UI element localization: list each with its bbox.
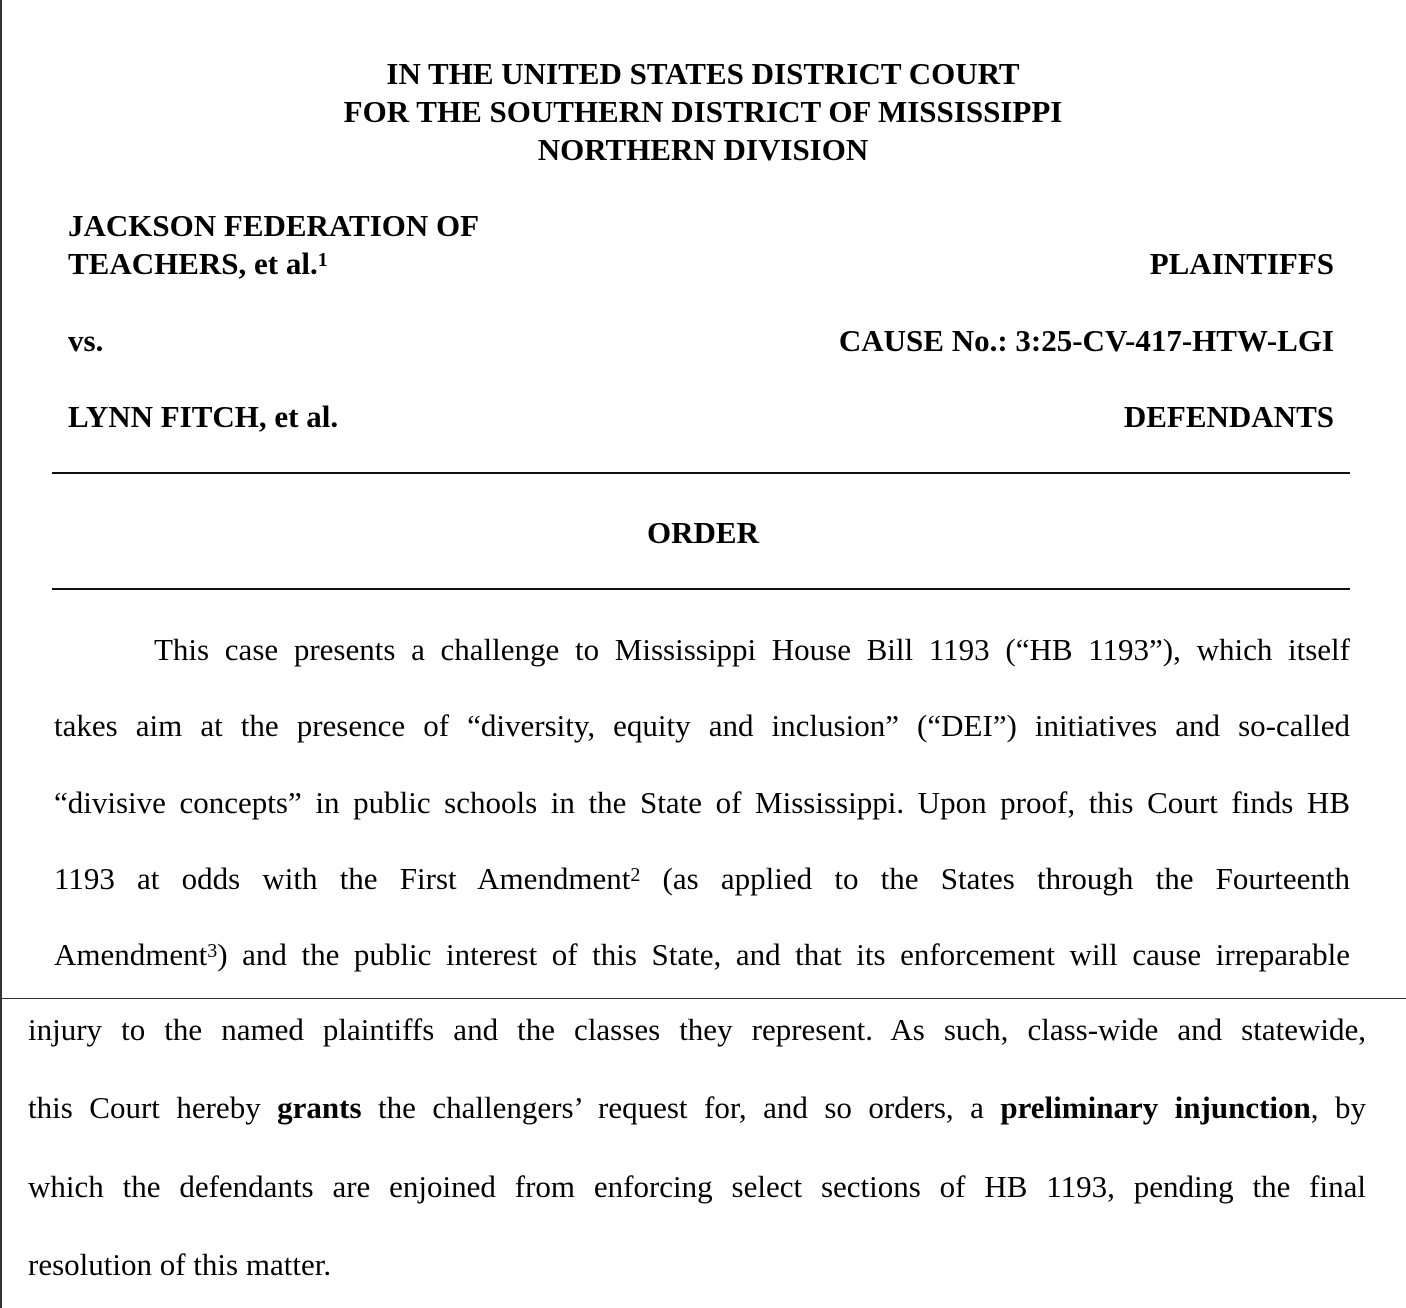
body-line: “divisive concepts” in public schools in the State of Mississippi. Upon proof, this Court finds HB bbox=[54, 785, 1350, 820]
versus: vs. bbox=[68, 323, 104, 358]
body-line: injury to the named plaintiffs and the classes they represent. As such, class-wide and statewide, bbox=[28, 1012, 1366, 1047]
emphasis-grants: grants bbox=[277, 1090, 362, 1125]
footnote-ref[interactable]: 3 bbox=[207, 940, 218, 962]
footnote-ref[interactable]: 1 bbox=[317, 249, 328, 271]
body-line: which the defendants are enjoined from enforcing select sections of HB 1193, pending the final bbox=[28, 1169, 1366, 1204]
defendant-role: DEFENDANTS bbox=[1123, 399, 1334, 434]
plaintiff-name bbox=[68, 207, 479, 283]
order-title: ORDER bbox=[647, 515, 759, 550]
plaintiff-role: PLAINTIFFS bbox=[1149, 246, 1334, 281]
body-line: 1193 at odds with the First Amendment$^2$ (as applied to the States through the Fourteenth bbox=[54, 861, 1350, 896]
court-line: IN THE UNITED STATES DISTRICT COURT bbox=[386, 56, 1020, 91]
body-line: takes aim at the presence of “diversity, equity and inclusion” (“DEI”) initiatives and so-called bbox=[54, 708, 1350, 743]
footnote-ref[interactable]: 2 bbox=[630, 864, 641, 886]
body-line: resolution of this matter. bbox=[28, 1247, 332, 1282]
divider-top bbox=[52, 472, 1350, 474]
divider-bottom bbox=[52, 588, 1350, 590]
body-line: this Court hereby grants the challengers’ request for, and so orders, a preliminary injunction, by bbox=[28, 1090, 1367, 1125]
emphasis-preliminary-injunction: preliminary injunction bbox=[1000, 1090, 1311, 1125]
court-line: NORTHERN DIVISION bbox=[537, 132, 869, 167]
body-line: Amendment$^3$) and the public interest of this State, and that its enforcement will cause irreparable bbox=[54, 937, 1350, 972]
plaintiff-name-line: TEACHERS, et al.$^1$ bbox=[68, 246, 328, 281]
court-header bbox=[0, 55, 1406, 169]
plaintiff-name-line: JACKSON FEDERATION OF bbox=[68, 208, 480, 243]
page-split-line bbox=[0, 998, 1406, 999]
court-line: FOR THE SOUTHERN DISTRICT OF MISSISSIPPI bbox=[343, 94, 1063, 129]
cause-number: CAUSE No.: 3:25-CV-417-HTW-LGI bbox=[838, 323, 1334, 358]
body-line: This case presents a challenge to Mississippi House Bill 1193 (“HB 1193”), which itself bbox=[154, 632, 1350, 667]
page-left-border bbox=[0, 0, 2, 1308]
defendant-name: LYNN FITCH, et al. bbox=[68, 399, 339, 434]
